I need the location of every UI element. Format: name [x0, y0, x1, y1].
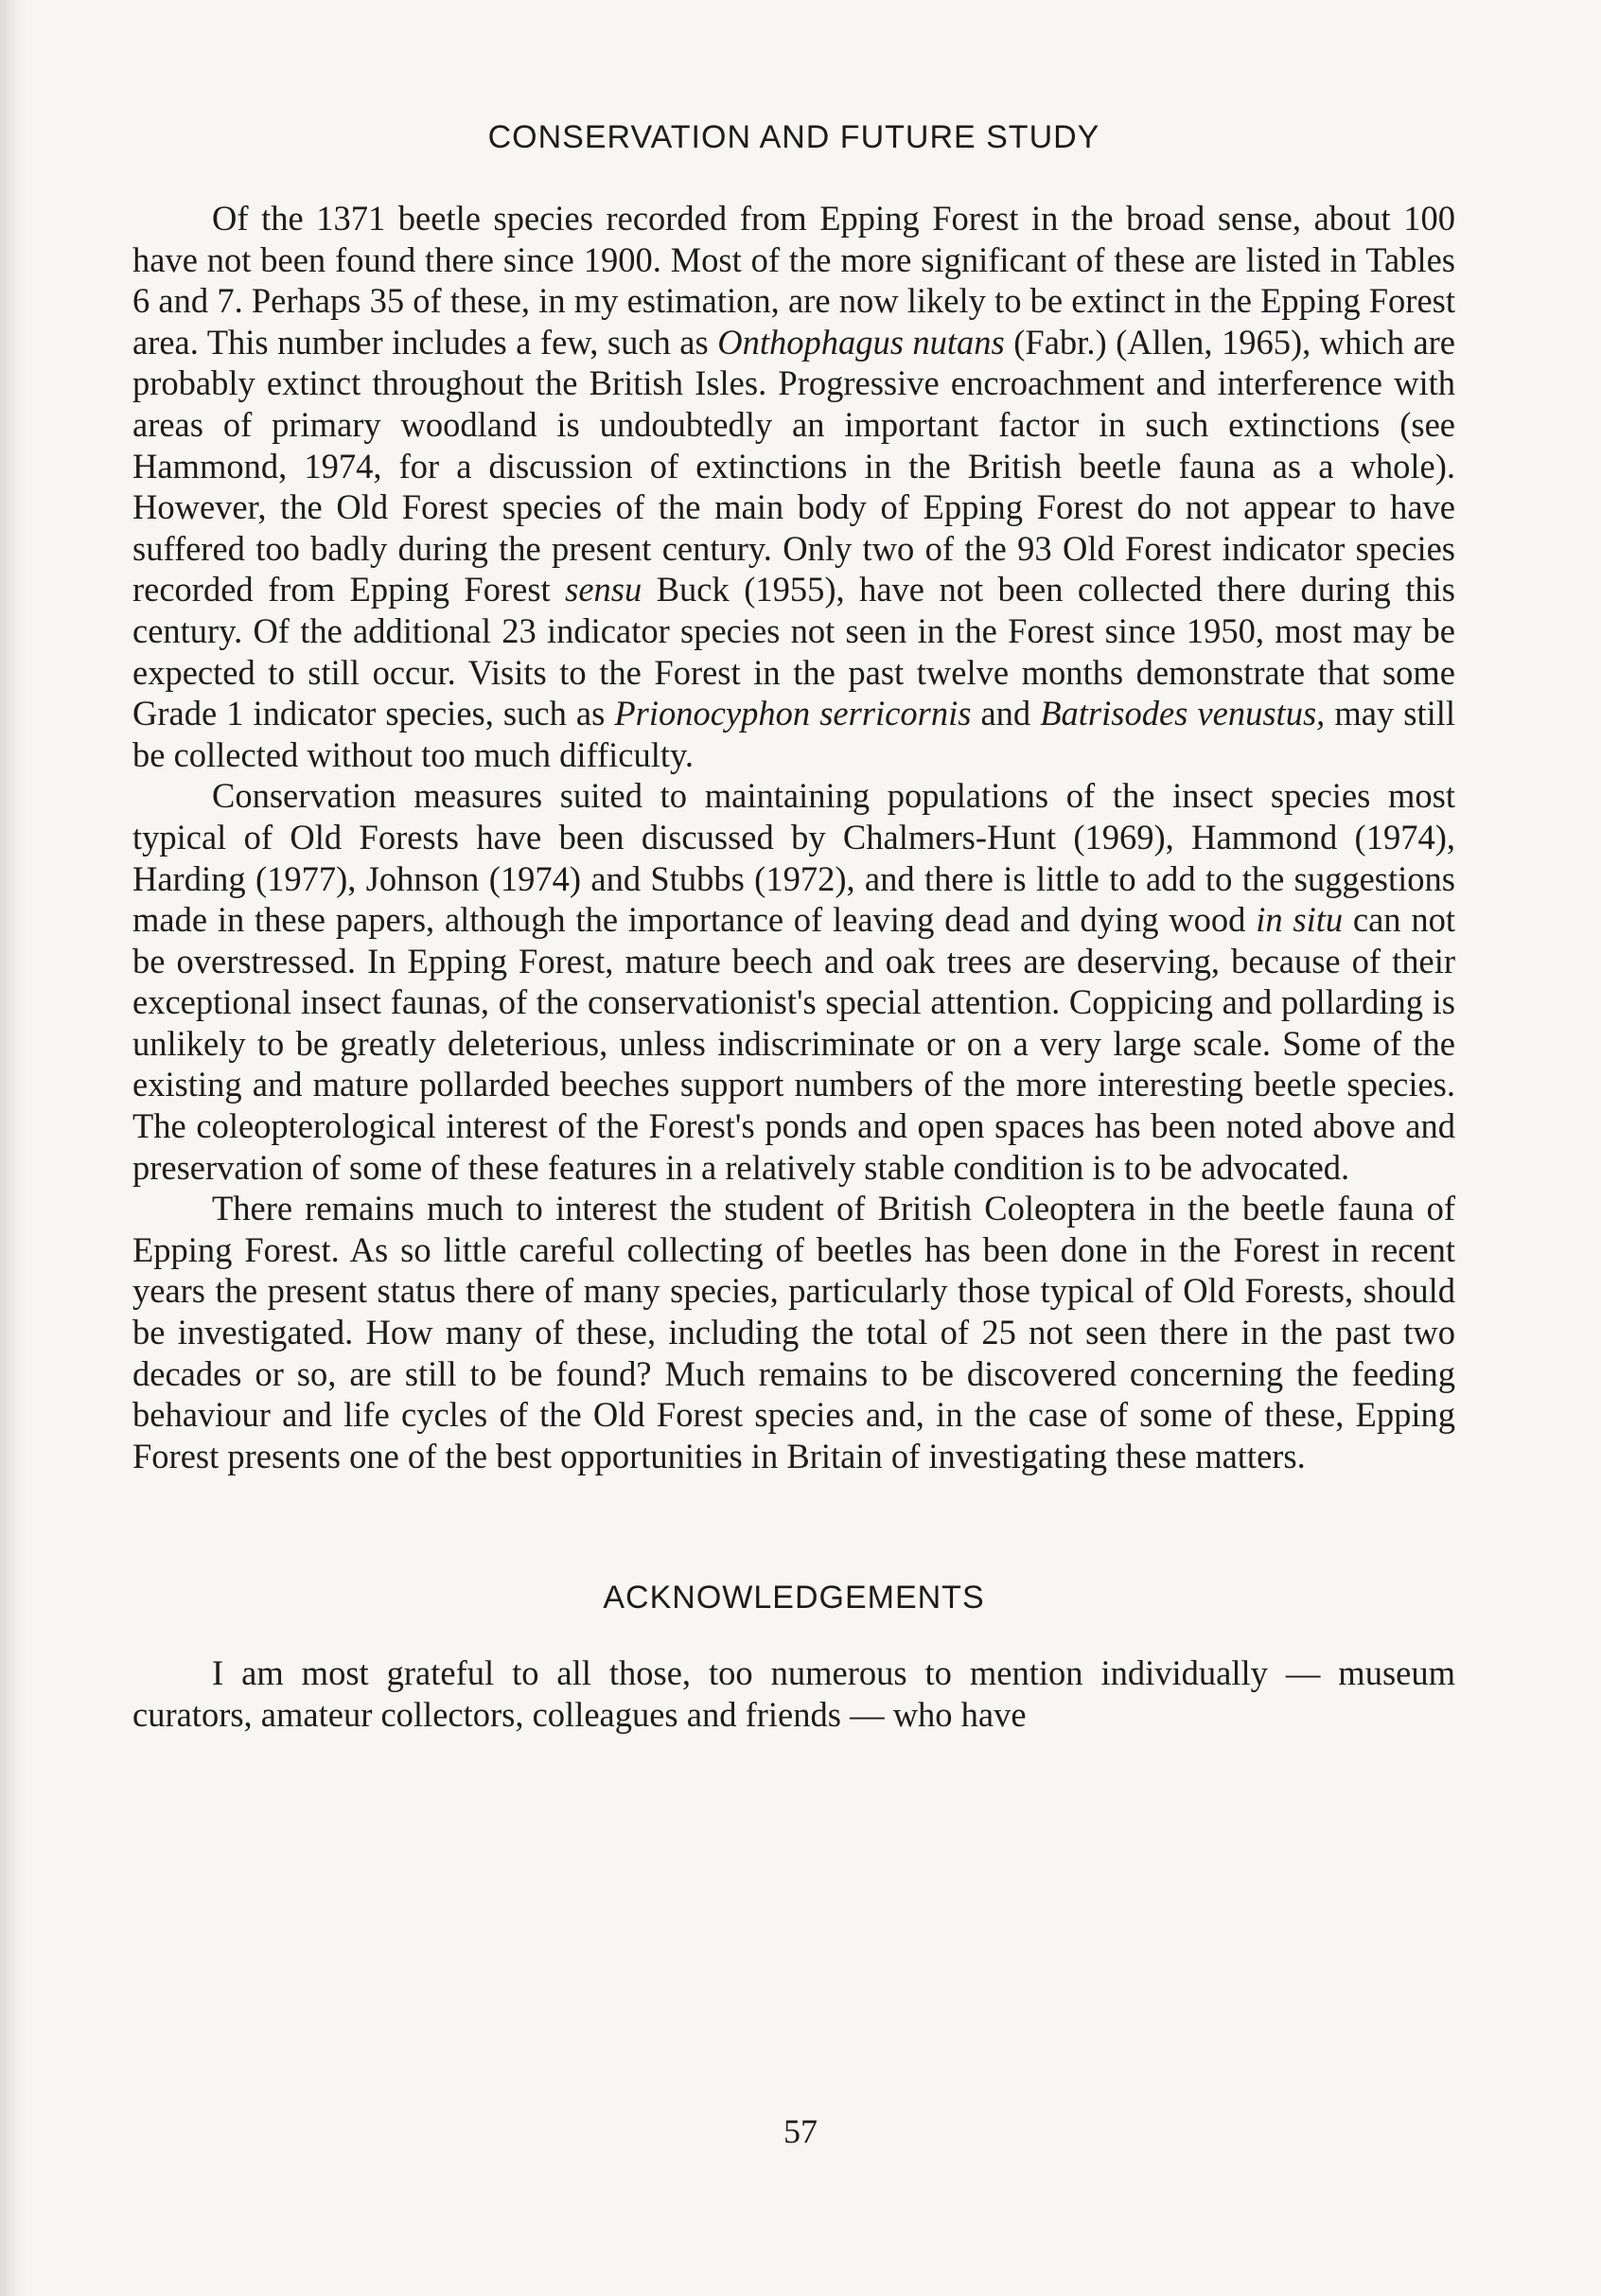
- paragraph-2: [132, 775, 1455, 1188]
- latin-term: in situ: [1256, 900, 1344, 940]
- species-name: Onthophagus nutans: [717, 322, 1005, 362]
- text-span: Of the 1371 beetle species recorded from Epping Forest in the broad sense, about 100 have not been found there since 1900. Most of the more significant of these are listed in Tables 6 and 7. Perhaps 35 of these, in my estimation, are now likely to be extinct in the Epping Forest area. This number includes a few, such as: [132, 199, 1455, 362]
- page-edge-shadow: [0, 0, 26, 2296]
- page-content: [132, 121, 1455, 1736]
- section-body-acknowledgements: [132, 1652, 1455, 1735]
- text-span: and: [971, 694, 1041, 733]
- paragraph-3: There remains much to interest the student of British Coleoptera in the beetle fauna of Epping Forest. As so little careful collecting of beetles has been done in the Forest in recent years the present status there of many species, particularly those typical of Old Forests, should be investigated. How many of these, including the total of 25 not seen there in the past two decades or so, are still to be found? Much remains to be discovered concerning the feeding behaviour and life cycles of the Old Forest species and, in the case of some of these, Epping Forest presents one of the best opportunities in Britain of investigating these matters.: [132, 1189, 1455, 1475]
- text-span: (Fabr.) (Allen, 1965), which are probably extinct throughout the British Isles. Progressive encroachment and interference with areas of primary woodland is undoubtedly an important factor in such extinctions (see Hammond, 1974, for a discussion of extinctions in the British beetle fauna as a whole). However, the Old Forest species of the main body of Epping Forest do not appear to have suffered too badly during the present century. Only two of the 93 Old Forest indicator species recorded from Epping Forest: [132, 322, 1456, 609]
- section-body-conservation: [132, 198, 1455, 1476]
- latin-term: sensu: [565, 570, 642, 609]
- page-number: 57: [783, 2112, 818, 2150]
- paragraph-acknowledgements: I am most grateful to all those, too numerous to mention individually — museum curators, amateur collectors, colleagues and friends — who have: [132, 1653, 1455, 1734]
- section-heading-acknowledgements: ACKNOWLEDGEMENTS: [603, 1580, 985, 1616]
- text-span: Buck (1955), have not been collected there during this century. Of the additional 23 indicator species not seen in the Forest since 1950, most may be expected to still occur. Visits to the Forest in the past twelve months demonstrate that some Grade 1 indicator species, such as: [132, 570, 1455, 733]
- species-name: Batrisodes venustus,: [1040, 694, 1326, 733]
- section-heading-conservation: CONSERVATION AND FUTURE STUDY: [487, 119, 1100, 155]
- species-name: Prionocyphon serricornis: [614, 694, 972, 733]
- text-span: may still be collected without too much difficulty.: [132, 694, 1456, 774]
- paragraph-1: [132, 198, 1455, 775]
- text-span: can not be overstressed. In Epping Forest, mature beech and oak trees are deserving, because of their exceptional insect faunas, of the conservationist's special attention. Coppicing and pollarding is unlikely to be greatly deleterious, unless indiscriminate or on a very large scale. Some of the existing and mature pollarded beeches support numbers of the more interesting beetle species. The coleopterological interest of the Forest's ponds and open spaces has been noted above and preservation of some of these features in a relatively stable condition is to be advocated.: [132, 900, 1455, 1187]
- text-span: Conservation measures suited to maintaining populations of the insect species most typical of Old Forests have been discussed by Chalmers-Hunt (1969), Hammond (1974), Harding (1977), Johnson (1974) and Stubbs (1972), and there is little to add to the suggestions made in these papers, although the importance of leaving dead and dying wood: [132, 776, 1455, 940]
